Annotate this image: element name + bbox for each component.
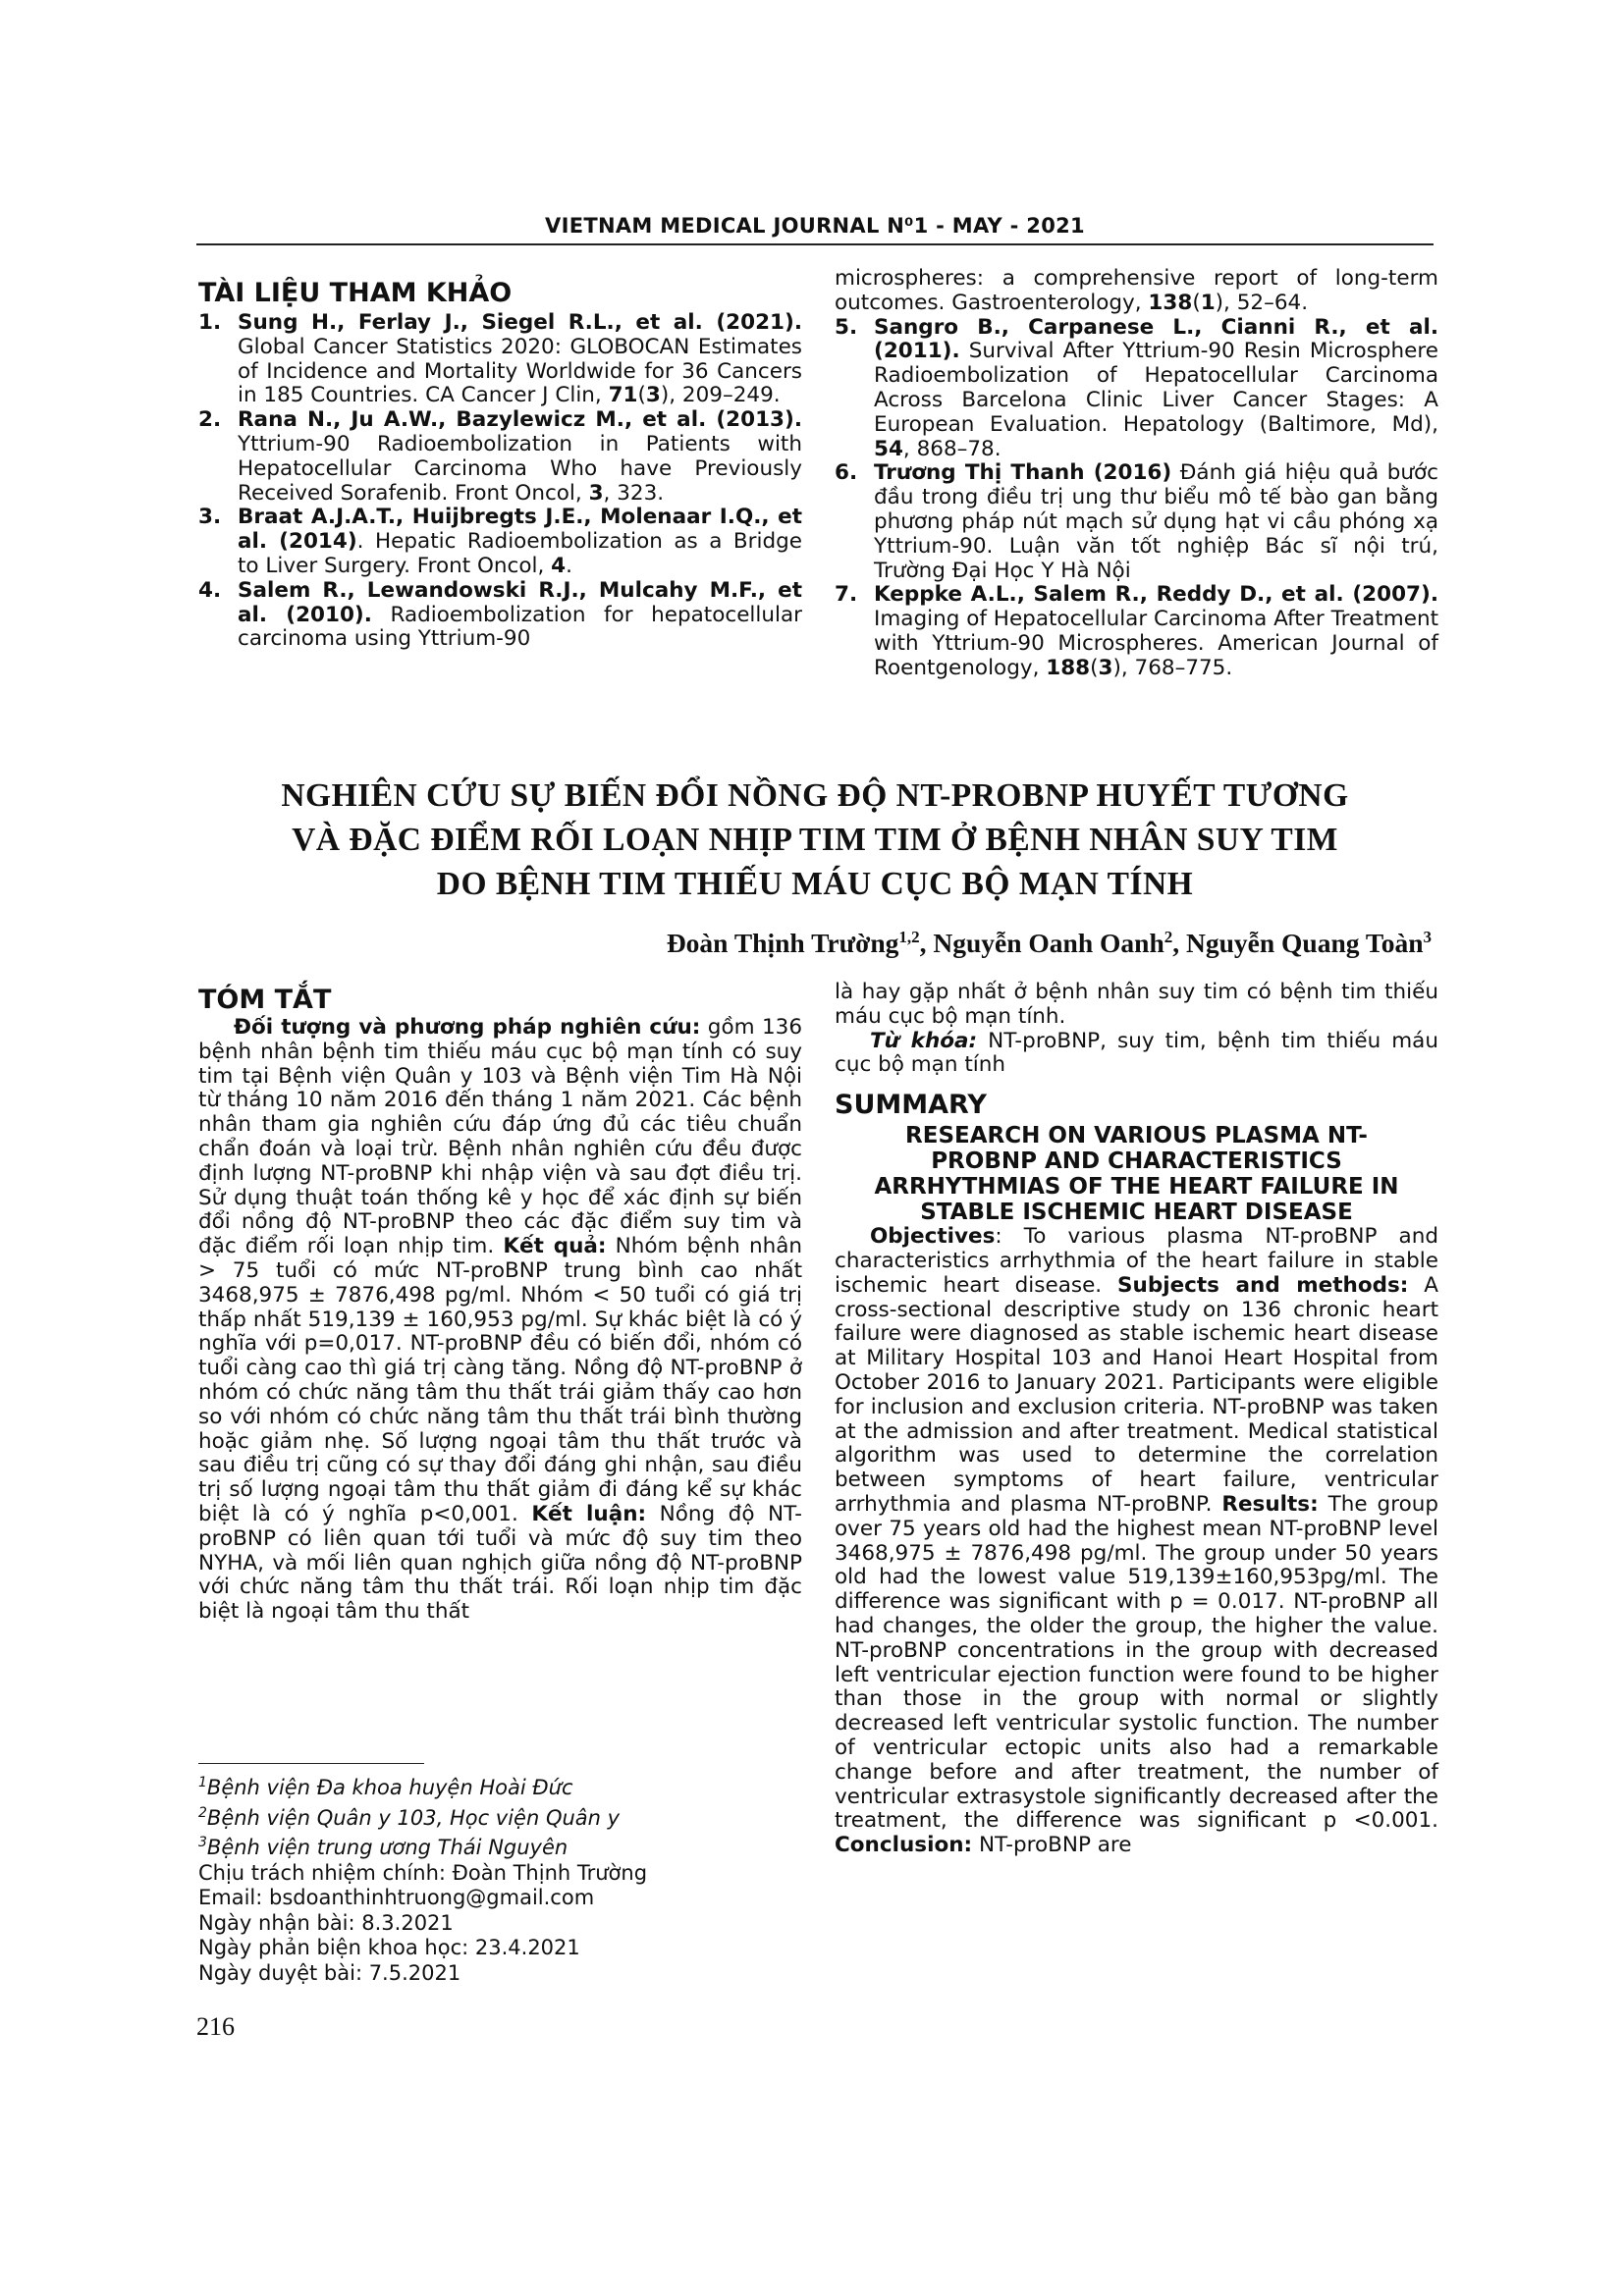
reference-text: Yttrium-90 Radioembolization in Patients with Hepatocellular Carcinoma Who have Previously Received Sorafenib. Front Oncol, xyxy=(238,431,802,506)
footnote-text: Bệnh viện trung ương Thái Nguyên xyxy=(206,1836,568,1859)
reference-pages: . xyxy=(566,553,572,578)
reference-pages: , 868–78. xyxy=(902,436,1001,461)
author-name: Nguyễn Oanh Oanh xyxy=(933,928,1164,959)
reference-item xyxy=(835,316,1438,462)
reference-punct: ( xyxy=(1192,290,1201,315)
keywords xyxy=(835,1030,1438,1079)
reference-volume: 138 xyxy=(1148,290,1193,315)
title-line: DO BỆNH TIM THIẾU MÁU CỤC BỘ MẠN TÍNH xyxy=(436,866,1194,902)
reference-pages: ), 52–64. xyxy=(1215,290,1309,315)
footnote-line xyxy=(198,1801,802,1832)
reference-pages: ), 209–249. xyxy=(660,383,781,408)
footnote-marker: 3 xyxy=(198,1835,207,1850)
conclusion-text: Nồng độ NT-proBNP có liên quan tới tuổi và mức độ suy tim theo NYHA, và mối liên quan nghịch giữa nồng độ NT-proBNP với chức năng tâm thu thất trái. Rối loạn nhịp tim đặc biệt là ngoại tâm thu thất xyxy=(198,1501,802,1625)
reference-punct: ( xyxy=(637,383,646,408)
reference-item xyxy=(198,408,802,506)
footnote-rule xyxy=(198,1763,424,1764)
reference-issue: 1 xyxy=(1200,290,1216,315)
footnote-line xyxy=(198,1771,802,1801)
reference-text: Radioembolization for hepatocellular carcinoma using Yttrium-90 xyxy=(238,602,802,652)
summary-conclusion-label: Conclusion: xyxy=(835,1833,973,1858)
reference-authors: Sung H., Ferlay J., Siegel R.L., et al. (2021). xyxy=(238,310,802,335)
reference-text: Imaging of Hepatocellular Carcinoma After Treatment with Yttrium-90 Microspheres. American Journal of Roentgenology, xyxy=(874,607,1438,680)
reference-list-left xyxy=(198,311,802,652)
summary-methods-text: A cross-sectional descriptive study on 136 chronic heart failure were diagnosed as stable ischemic heart disease at Military Hospital 103 and Hanoi Heart Hospital from October 2016 to January 2021. Participants were eligible for inclusion and exclusion criteria. NT-proBNP was taken at the admission and after treatment. Medical statistical algorithm was used to determine the correlation between symptoms of heart failure, ventricular arrhythmia and plasma NT-proBNP. xyxy=(835,1272,1438,1517)
keywords-label: Từ khóa: xyxy=(870,1028,978,1053)
summary-objectives-text: : To various plasma NT-proBNP and characteristics arrhythmia of the heart failure in stable ischemic heart disease. xyxy=(835,1224,1438,1298)
objective-label: Đối tượng và phương pháp nghiên cứu: xyxy=(234,1015,701,1040)
summary-conclusion-text: NT-proBNP are xyxy=(972,1833,1132,1858)
reference-text: Đánh giá hiệu quả bước đầu trong điều trị ung thư biểu mô tế bào gan bằng phương pháp nút mạch sử dụng hạt vi cầu phóng xạ Yttrium-90. Luận văn tốt nghiệp Bác sĩ nội trú, Trường Đại Học Y Hà Nội xyxy=(874,460,1438,583)
reference-number: 5. xyxy=(835,314,858,340)
footnote-text: Ngày phản biện khoa học: 23.4.2021 xyxy=(198,1936,580,1959)
footnote-marker: 2 xyxy=(198,1804,207,1821)
author-name: Nguyễn Quang Toàn xyxy=(1186,928,1424,959)
reference-volume: 4 xyxy=(551,553,567,578)
summary-results-text: The group over 75 years old had the highest mean NT-proBNP level 3468,975 ± 7876,498 pg/ml. The group under 50 years old had the lowest value 519,139±160,953pg/ml. The difference was significant with p = 0.017. NT-proBNP all had changes, the older the group, the higher the value. NT-proBNP concentrations in the group with decreased left ventricular ejection function were found to be higher than those in the group with normal or slightly decreased left ventricular systolic function. The number of ventricular ectopic units also had a remarkable change before and after treatment, the number of ventricular extrasystole significantly decreased after the treatment, the difference was significant p <0.001. xyxy=(835,1491,1438,1834)
reference-number: 2. xyxy=(198,407,222,433)
reference-issue: 3 xyxy=(1098,655,1113,680)
conclusion-label: Kết luận: xyxy=(531,1501,647,1526)
reference-number: 6. xyxy=(835,460,858,486)
reference-item xyxy=(835,461,1438,583)
summary-title-line: PROBNP AND CHARACTERISTICS xyxy=(931,1148,1342,1175)
author-separator: , xyxy=(919,928,934,959)
references-heading: TÀI LIỆU THAM KHẢO xyxy=(198,278,513,308)
summary-results-label: Results: xyxy=(1221,1491,1319,1517)
footnote-text: Bệnh viện Quân y 103, Học viện Quân y xyxy=(206,1805,621,1830)
author-affiliation: 3 xyxy=(1423,928,1432,946)
summary-title-line: ARRHYTHMIAS OF THE HEART FAILURE IN xyxy=(874,1174,1399,1201)
reference-authors: Sangro B., Carpanese L., Cianni R., et al. (2011). xyxy=(874,314,1438,364)
footnote-text: Ngày duyệt bài: 7.5.2021 xyxy=(198,1960,461,1985)
reference-item xyxy=(198,311,802,408)
reference-number: 7. xyxy=(835,582,858,608)
footnote-line xyxy=(198,1861,802,1887)
reference-volume: 71 xyxy=(608,383,638,408)
results-text: Nhóm bệnh nhân > 75 tuổi có mức NT-proBNP trung bình cao nhất 3468,975 ± 7876,498 pg/ml. Nhóm < 50 tuổi có giá trị thấp nhất 519,139 ± 160,953 pg/ml. Sự khác biệt là có ý nghĩa với p=0,017. NT-proBNP đều có biến đổi, nhóm có tuổi càng cao thì giá trị càng tăng. Nồng độ NT-proBNP ở nhóm có chức năng tâm thu thất trái giảm thấy cao hơn so với nhóm có chức năng tâm thu thất trái bình thường hoặc giảm nhẹ. Số lượng ngoại tâm thu thất trước và sau điều trị cũng có sự thay đổi đáng ghi nhận, sau điều trị số lượng ngoại tâm thu thất giảm đi đáng kể sự khác biệt là có ý nghĩa p<0,001. xyxy=(198,1234,802,1526)
footnote-line xyxy=(198,1911,802,1937)
reference-authors: Rana N., Ju A.W., Bazylewicz M., et al. (2013). xyxy=(238,407,802,433)
objective-text: gồm 136 bệnh nhân bệnh tim thiếu máu cục bộ mạn tính có suy tim tại Bệnh viện Quân y 103 và Bệnh viện Tim Hà Nội từ tháng 10 năm 2016 đến tháng 1 năm 2021. Các bệnh nhân tham gia nghiên cứu đáp ứng đủ các tiêu chuẩn chẩn đoán và loại trừ. Bệnh nhân nghiên cứu đều được định lượng NT-proBNP khi nhập viện và sau đợt điều trị. Sử dụng thuật toán thống kê y học để xác định sự biến đổi nồng độ NT-proBNP theo các đặc điểm suy tim và đặc điểm rối loạn nhịp tim. xyxy=(198,1015,802,1259)
header-rule xyxy=(196,243,1434,245)
summary-body xyxy=(835,1225,1438,1858)
reference-volume: 54 xyxy=(874,436,903,461)
footnote-line xyxy=(198,1961,802,1987)
footnote-text: Email: bsdoanthinhtruong@gmail.com xyxy=(198,1886,595,1909)
reference-text: Survival After Yttrium-90 Resin Microsphere Radioembolization of Hepatocellular Carcinoma Across Barcelona Clinic Liver Cancer Stages: A European Evaluation. Hepatology (Baltimore, Md), xyxy=(874,339,1438,437)
reference-volume: 188 xyxy=(1046,655,1091,680)
reference-4-continuation xyxy=(835,267,1438,316)
abstract-vi-continuation: là hay gặp nhất ở bệnh nhân suy tim có bệnh tim thiếu máu cục bộ mạn tính. xyxy=(835,980,1438,1029)
article-title xyxy=(196,774,1434,906)
summary-title-line: STABLE ISCHEMIC HEART DISEASE xyxy=(920,1200,1353,1226)
results-label: Kết quả: xyxy=(503,1234,607,1259)
references-right xyxy=(835,267,1438,681)
footnote-text: Ngày nhận bài: 8.3.2021 xyxy=(198,1910,454,1935)
reference-authors: Braat A.J.A.T., Huijbregts J.E., Molenaar I.Q., et al. (2014) xyxy=(238,505,802,555)
page-number: 216 xyxy=(196,2012,235,2041)
reference-authors: Keppke A.L., Salem R., Reddy D., et al. (2007). xyxy=(874,582,1438,608)
running-header: VIETNAM MEDICAL JOURNAL N⁰1 - MAY - 2021 xyxy=(545,214,1085,238)
reference-number: 1. xyxy=(198,310,222,335)
summary-heading: SUMMARY xyxy=(835,1090,987,1121)
abstract-vi xyxy=(198,985,802,1625)
footnote-text: Chịu trách nhiệm chính: Đoàn Thịnh Trường xyxy=(198,1860,648,1885)
author-separator: , xyxy=(1172,928,1186,959)
reference-item xyxy=(835,583,1438,680)
footnote-marker: 1 xyxy=(198,1775,207,1790)
reference-authors: Trương Thị Thanh (2016) xyxy=(874,460,1172,486)
reference-item xyxy=(198,506,802,578)
keywords-text: NT-proBNP, suy tim, bệnh tim thiếu máu cục bộ mạn tính xyxy=(835,1028,1438,1078)
title-line: VÀ ĐẶC ĐIỂM RỐI LOẠN NHỊP TIM TIM Ở BỆNH NHÂN SUY TIM xyxy=(292,822,1338,858)
summary-methods-label: Subjects and methods: xyxy=(1117,1272,1409,1298)
reference-punct: ( xyxy=(1090,655,1099,680)
reference-text: microspheres: a comprehensive report of long-term outcomes. Gastroenterology, xyxy=(835,266,1438,315)
reference-list-right xyxy=(835,316,1438,681)
summary-title xyxy=(835,1123,1438,1225)
footnotes xyxy=(198,1771,802,1986)
reference-pages: , 323. xyxy=(603,480,665,506)
summary-title-line: RESEARCH ON VARIOUS PLASMA NT- xyxy=(905,1123,1368,1149)
author-list xyxy=(196,928,1432,959)
abstract-vi-heading: TÓM TẮT xyxy=(198,985,332,1015)
footnote-line xyxy=(198,1886,802,1911)
footnote-line xyxy=(198,1831,802,1861)
reference-text: . Hepatic Radioembolization as a Bridge to Liver Surgery. Front Oncol, xyxy=(238,529,802,578)
reference-item xyxy=(198,579,802,652)
footnote-text: Bệnh viện Đa khoa huyện Hoài Đức xyxy=(206,1776,573,1799)
reference-authors: Salem R., Lewandowski R.J., Mulcahy M.F., et al. (2010). xyxy=(238,577,802,627)
abstract-vi-body xyxy=(198,1016,802,1625)
reference-text: Global Cancer Statistics 2020: GLOBOCAN Estimates of Incidence and Mortality Worldwide for 36 Cancers in 185 Countries. CA Cancer J Clin, xyxy=(238,334,802,408)
references-left xyxy=(198,278,802,652)
reference-number: 4. xyxy=(198,577,222,603)
author-affiliation: 1,2 xyxy=(898,928,920,946)
author-name: Đoàn Thịnh Trường xyxy=(666,928,899,959)
reference-volume: 3 xyxy=(588,480,604,506)
reference-number: 3. xyxy=(198,505,222,530)
footnote-line xyxy=(198,1936,802,1961)
reference-pages: ), 768–775. xyxy=(1112,655,1233,680)
title-line: NGHIÊN CỨU SỰ BIẾN ĐỔI NỒNG ĐỘ NT-PROBNP HUYẾT TƯƠNG xyxy=(281,777,1349,814)
summary-objectives-label: Objectives xyxy=(870,1224,996,1250)
abstract-right-column xyxy=(835,981,1438,1858)
author-affiliation: 2 xyxy=(1164,928,1173,946)
reference-issue: 3 xyxy=(645,383,661,408)
